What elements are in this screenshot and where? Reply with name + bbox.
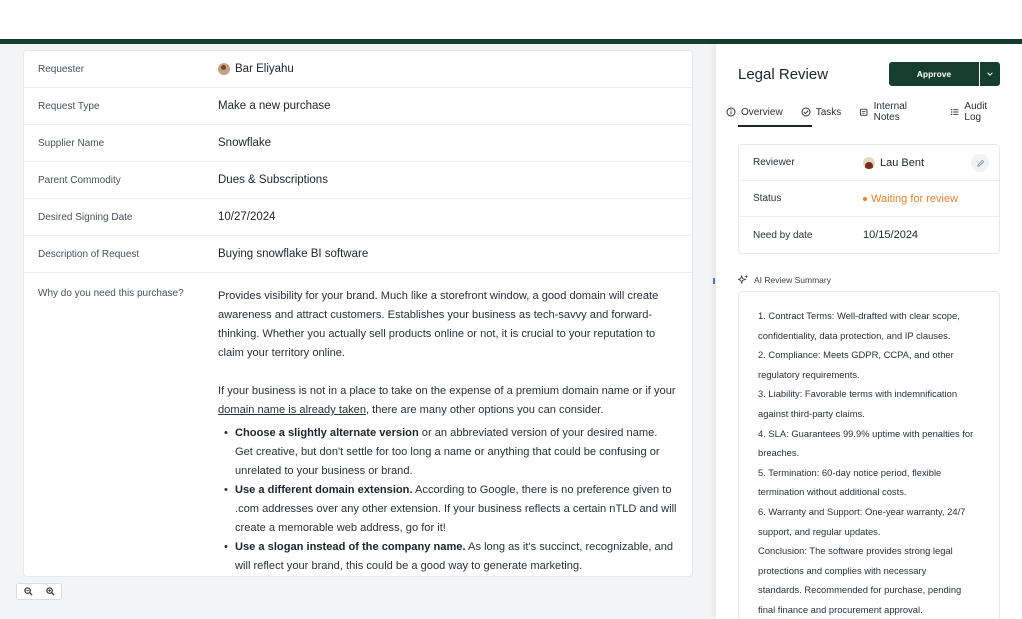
ai-summary-line: breaches. [758,447,800,459]
ai-summary-line: regulatory requirements. [758,368,860,380]
list-item-heading: Choose a slightly alternate version [235,427,419,439]
zoom-in-icon [46,587,55,596]
detail-label: Desired Signing Date [38,211,133,223]
tab-label: Tasks [815,106,842,118]
avatar [863,157,875,169]
scroll-indicator [713,278,715,284]
ai-summary-line: termination without additional costs. [758,486,907,498]
detail-value [218,63,294,75]
sparkle-icon [738,274,749,285]
detail-value: 10/27/2024 [218,211,276,223]
need-by-row [739,217,999,253]
reviewer-name: Lau Bent [880,156,925,169]
tab-label: Overview [741,106,783,118]
detail-label: Requester [38,63,85,75]
list-item-text: According to Google, there is no preference given to .com addresses over any other extension. If your business reflects a certain nTLD and will create a memorable web address, go for it! [235,484,677,534]
paragraph-text: , there are many other options you can consider. [366,404,604,416]
justification-paragraph: Provides visibility for your brand. Much like a storefront window, a good domain will create awareness and attract customers. Establishes your business as tech-savvy and forward-thinking. Whether you actually sell products online or not, it is crucial to your reputation to claim your territory online. [218,290,659,359]
list-item-heading: Use a different domain extension. [235,484,413,496]
tab-label: Internal Notes [873,101,907,123]
approve-options-button[interactable] [980,62,1000,86]
status-row [739,181,999,217]
detail-label: Request Type [38,100,100,112]
request-details-card [23,50,693,577]
domain-taken-link[interactable]: domain name is already taken [218,404,366,416]
paragraph-text: If your business is not in a place to take on the expense of a premium domain name or if your [218,385,676,397]
ai-summary-line: final finance and procurement approval. [758,603,923,615]
approve-button[interactable]: Approve [889,62,979,86]
top-bar [0,0,1022,39]
ai-summary-line: 6. Warranty and Support: One-year warranty, 24/7 [758,505,966,517]
justification-paragraph [218,382,678,420]
panel-tabs [726,101,1022,126]
list-item-text: or an abbreviated version of your desired name. Get creative, but don't settle for too long a name or anything that could be confusing or unrelated to your business or brand. [235,427,660,477]
detail-label: Parent Commodity [38,174,121,186]
reviewer-row [739,145,999,181]
detail-row-description [24,236,692,273]
legal-review-panel [716,44,1022,619]
tab-audit-log[interactable] [950,101,1004,123]
request-details-pane [0,44,716,619]
detail-row-supplier [24,125,692,162]
ai-summary-line: 3. Liability: Favorable terms with indemnification [758,388,958,400]
avatar [218,63,230,75]
zoom-out-button[interactable] [17,584,39,599]
tab-label: Audit Log [964,101,988,123]
detail-value: Buying snowflake BI software [218,248,369,260]
ai-summary-line: confidentiality, data protection, and IP clauses. [758,329,951,341]
ai-summary-line: support, and regular updates. [758,525,881,537]
list-item [224,424,678,481]
review-info-card [738,144,1000,254]
tab-overview[interactable] [726,104,783,120]
ai-summary-title: AI Review Summary [754,274,831,285]
status-text: Waiting for review [871,192,959,205]
detail-value: Dues & Subscriptions [218,174,328,186]
ai-summary-card [738,291,1000,619]
need-by-value: 10/15/2024 [863,229,919,241]
need-by-label: Need by date [753,229,813,241]
detail-row-requester [24,51,692,88]
ai-summary-line: standards. Recommended for purchase, pending [758,584,962,596]
list-item-text: As long as it's succinct, recognizable, and will reflect your brand, this could be a good way to generate marketing. [235,541,674,572]
tab-internal-notes[interactable] [859,101,932,123]
ai-summary-line: protections and complies with necessary [758,564,927,576]
reviewer-label: Reviewer [753,157,795,168]
detail-row-justification [24,273,692,576]
options-list [218,424,678,576]
active-tab-indicator [738,125,812,127]
detail-row-signing-date [24,199,692,236]
detail-row-request-type [24,88,692,125]
edit-reviewer-button[interactable] [971,154,989,172]
panel-title: Legal Review [738,66,829,83]
zoom-in-button[interactable] [39,584,61,599]
justification-text [218,287,678,576]
status-label: Status [753,193,782,204]
detail-value: Make a new purchase [218,100,331,112]
detail-label: Why do you need this purchase? [38,288,184,299]
pencil-icon [976,159,985,168]
zoom-out-icon [24,587,33,596]
status-dot [863,197,867,201]
status-badge [863,193,958,205]
list-item [224,481,678,538]
ai-summary-line: 1. Contract Terms: Well-drafted with clear scope, [758,310,960,321]
ai-summary-header [738,274,831,285]
info-icon [726,107,736,117]
requester-name: Bar Eliyahu [235,63,294,75]
zoom-controls [16,583,62,600]
list-icon [950,107,959,117]
chevron-down-icon [986,70,994,78]
check-circle-icon [801,107,811,117]
detail-label: Supplier Name [38,137,105,149]
ai-summary-line: 2. Compliance: Meets GDPR, CCPA, and other [758,349,954,361]
ai-summary-line: Conclusion: The software provides strong legal [758,545,953,557]
list-item [224,538,678,576]
note-icon [859,107,868,117]
tab-tasks[interactable] [801,104,842,120]
ai-summary-line: against third-party claims. [758,407,865,419]
ai-summary-line: 5. Termination: 60-day notice period, flexible [758,466,942,478]
detail-row-commodity [24,162,692,199]
detail-label: Description of Request [38,248,140,260]
ai-summary-line: 4. SLA: Guarantees 99.9% uptime with penalties for [758,427,974,439]
detail-value: Snowflake [218,137,272,149]
reviewer-value [863,157,924,169]
list-item-heading: Use a slogan instead of the company name. [235,541,466,553]
